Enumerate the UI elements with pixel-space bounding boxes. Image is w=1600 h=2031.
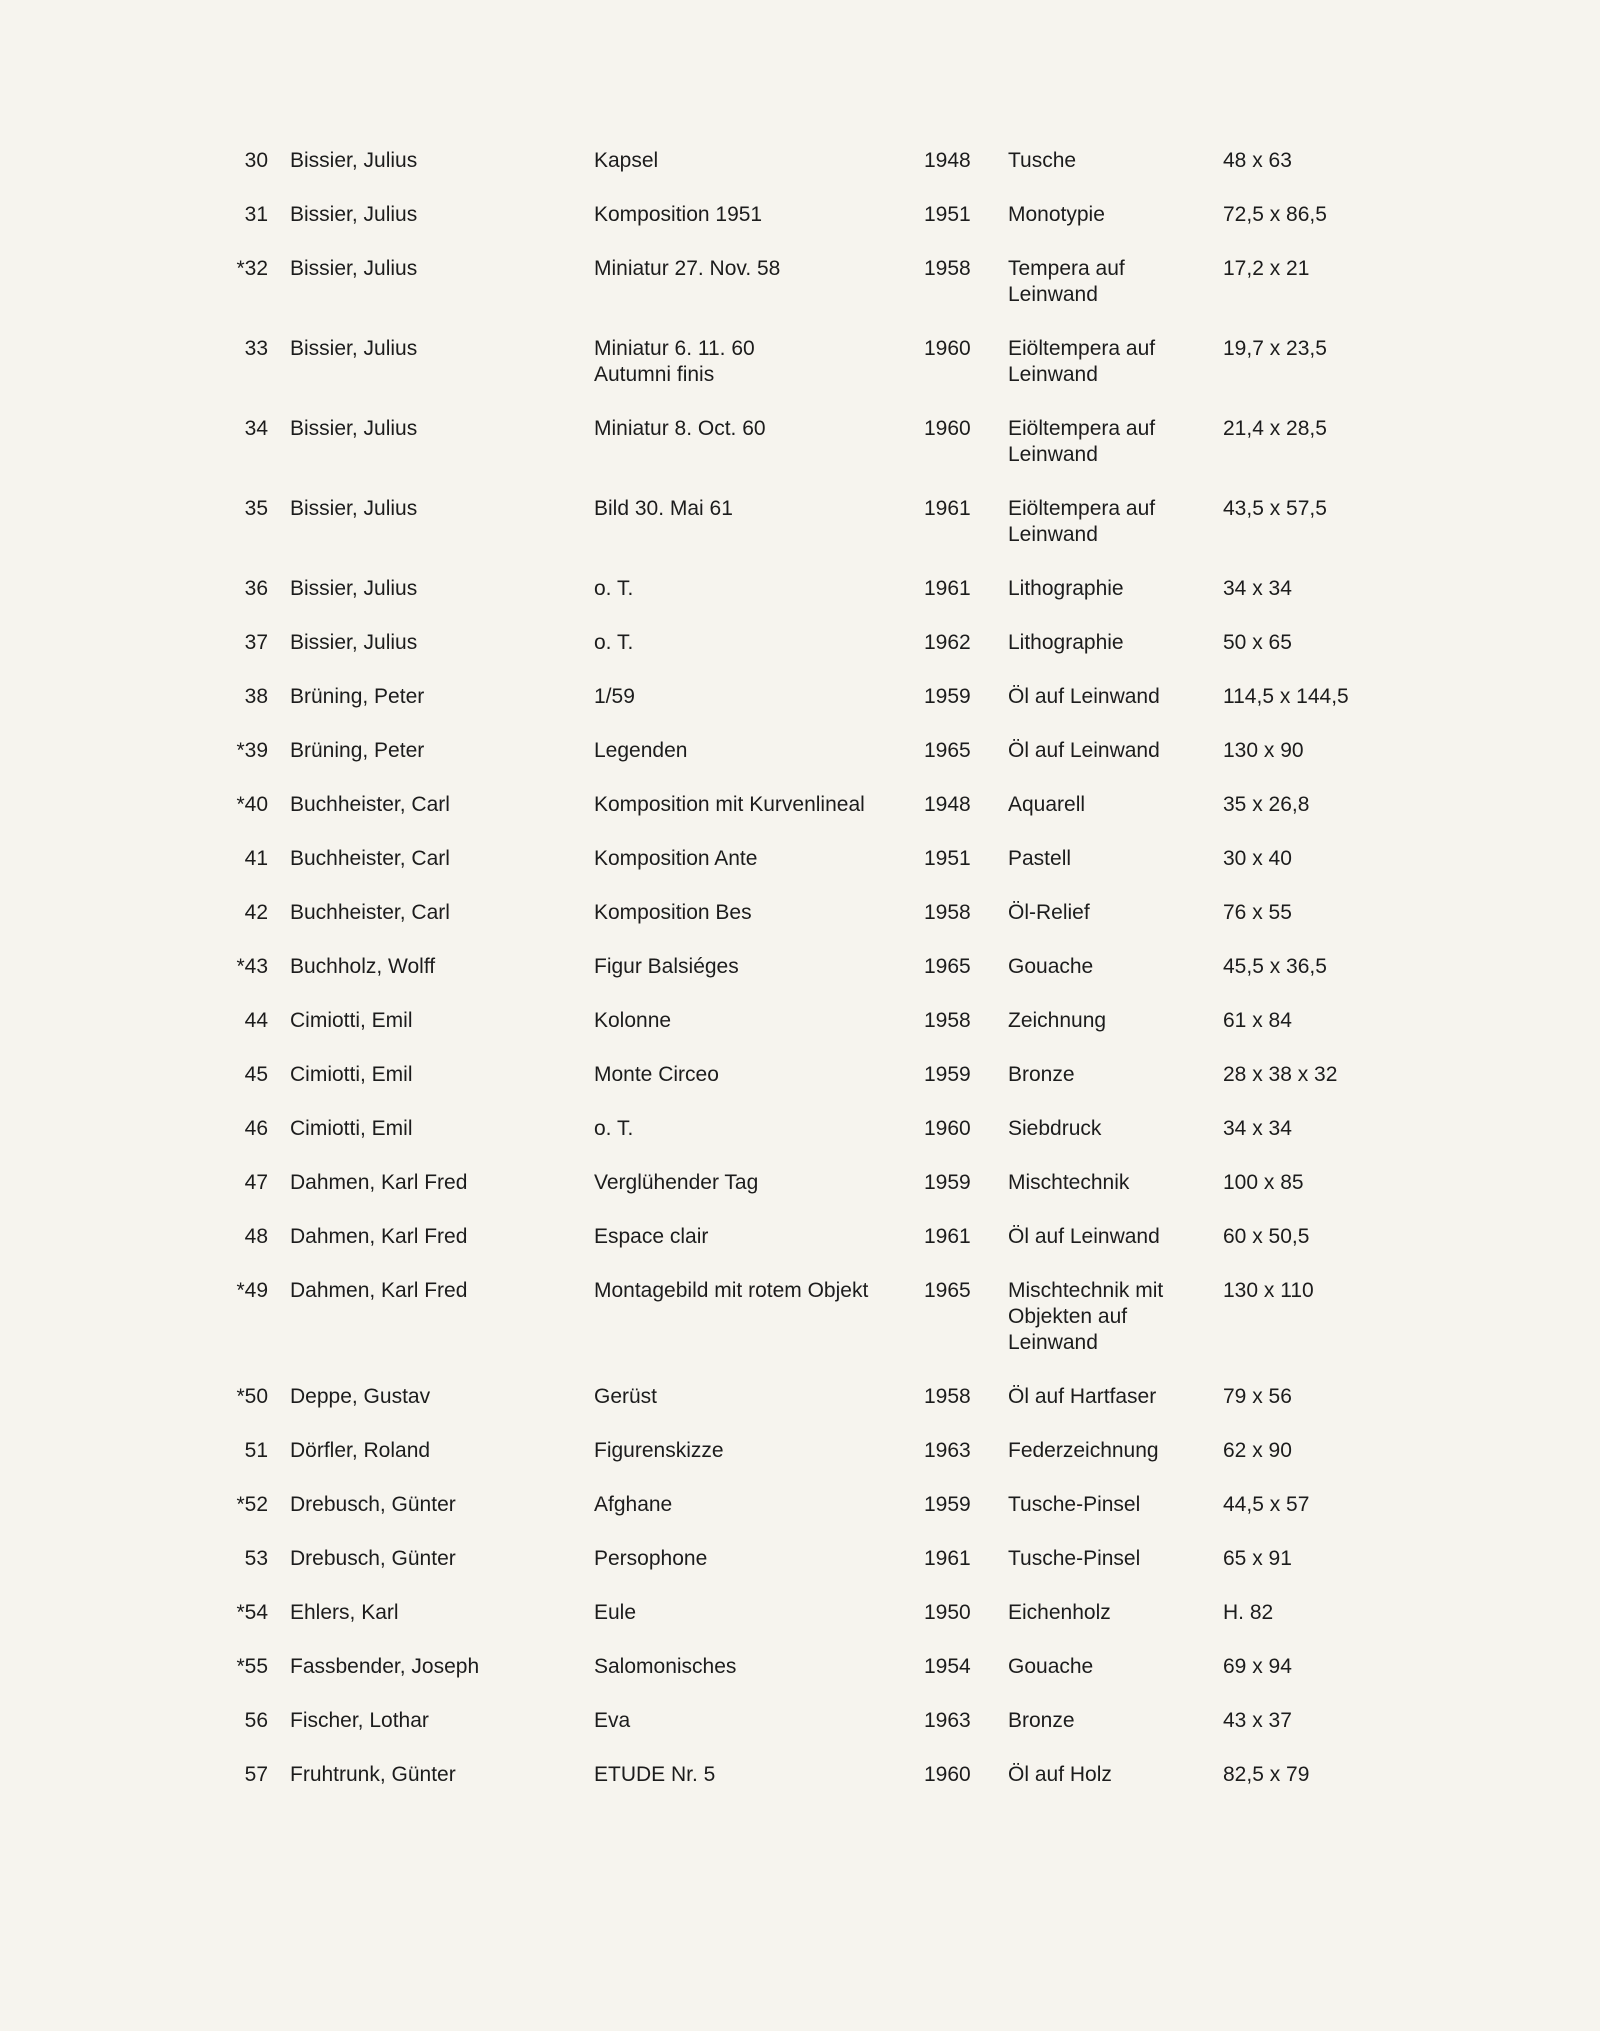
work-year: 1963 <box>924 1439 971 1462</box>
work-medium: Tusche-Pinsel <box>1008 1547 1141 1570</box>
work-medium: Zeichnung <box>1008 1009 1107 1032</box>
artist-name: Drebusch, Günter <box>290 1547 456 1570</box>
artist-name: Buchheister, Carl <box>290 793 450 816</box>
work-year: 1965 <box>924 955 971 978</box>
work-medium: Öl auf Leinwand <box>1008 1225 1160 1248</box>
catalog-entry <box>0 202 1600 256</box>
work-medium: Lithographie <box>1008 577 1124 600</box>
work-medium: Gouache <box>1008 1655 1094 1678</box>
entry-number: *55 <box>236 1655 268 1678</box>
entry-number: 42 <box>244 901 268 924</box>
artist-name: Bissier, Julius <box>290 417 418 440</box>
work-title: Eule <box>594 1601 637 1624</box>
work-title: Komposition Ante <box>594 847 758 870</box>
entry-number: 48 <box>244 1225 268 1248</box>
work-medium: Tempera auf Leinwand <box>1008 257 1125 306</box>
work-medium: Siebdruck <box>1008 1117 1102 1140</box>
work-size: 61 x 84 <box>1223 1009 1292 1032</box>
entry-number: 30 <box>244 149 268 172</box>
entry-number: 45 <box>244 1063 268 1086</box>
work-medium: Gouache <box>1008 955 1094 978</box>
work-year: 1965 <box>924 739 971 762</box>
entry-number: *43 <box>236 955 268 978</box>
catalog-entry <box>0 256 1600 336</box>
work-year: 1958 <box>924 901 971 924</box>
catalog-entry <box>0 1438 1600 1492</box>
entry-number: *39 <box>236 739 268 762</box>
work-year: 1959 <box>924 685 971 708</box>
work-title: Komposition Bes <box>594 901 752 924</box>
artist-name: Bissier, Julius <box>290 337 418 360</box>
work-size: 65 x 91 <box>1223 1547 1292 1570</box>
work-year: 1948 <box>924 793 971 816</box>
work-year: 1950 <box>924 1601 971 1624</box>
work-title: Bild 30. Mai 61 <box>594 497 733 520</box>
entry-number: 44 <box>244 1009 268 1032</box>
work-size: 28 x 38 x 32 <box>1223 1063 1338 1086</box>
work-medium: Pastell <box>1008 847 1072 870</box>
work-year: 1965 <box>924 1279 971 1302</box>
entry-number: 35 <box>244 497 268 520</box>
work-title: Kapsel <box>594 149 659 172</box>
work-medium: Bronze <box>1008 1709 1075 1732</box>
work-size: 43 x 37 <box>1223 1709 1292 1732</box>
artist-name: Cimiotti, Emil <box>290 1009 413 1032</box>
work-year: 1961 <box>924 1547 971 1570</box>
entry-number: 46 <box>244 1117 268 1140</box>
artist-name: Buchholz, Wolff <box>290 955 436 978</box>
artist-name: Bissier, Julius <box>290 631 418 654</box>
catalog-entry <box>0 1008 1600 1062</box>
work-year: 1954 <box>924 1655 971 1678</box>
artist-name: Fassbender, Joseph <box>290 1655 480 1678</box>
catalog-entry <box>0 900 1600 954</box>
work-title: o. T. <box>594 577 634 600</box>
catalog-list <box>0 148 1600 1816</box>
artist-name: Cimiotti, Emil <box>290 1117 413 1140</box>
work-medium: Monotypie <box>1008 203 1105 226</box>
work-year: 1958 <box>924 257 971 280</box>
artist-name: Bissier, Julius <box>290 203 418 226</box>
entry-number: 53 <box>244 1547 268 1570</box>
catalog-entry <box>0 630 1600 684</box>
work-medium: Eichenholz <box>1008 1601 1111 1624</box>
entry-number: *32 <box>236 257 268 280</box>
work-size: 43,5 x 57,5 <box>1223 497 1327 520</box>
work-size: 44,5 x 57 <box>1223 1493 1310 1516</box>
artist-name: Bissier, Julius <box>290 497 418 520</box>
work-medium: Tusche-Pinsel <box>1008 1493 1141 1516</box>
work-size: 130 x 90 <box>1223 739 1304 762</box>
work-title: o. T. <box>594 631 634 654</box>
work-size: 79 x 56 <box>1223 1385 1292 1408</box>
artist-name: Bissier, Julius <box>290 257 418 280</box>
work-title: Legenden <box>594 739 688 762</box>
work-title: Eva <box>594 1709 631 1732</box>
work-year: 1951 <box>924 203 971 226</box>
work-size: 48 x 63 <box>1223 149 1292 172</box>
work-title: Figurenskizze <box>594 1439 724 1462</box>
artist-name: Buchheister, Carl <box>290 847 450 870</box>
artist-name: Brüning, Peter <box>290 685 425 708</box>
entry-number: 37 <box>244 631 268 654</box>
catalog-entry <box>0 792 1600 846</box>
work-size: 114,5 x 144,5 <box>1223 685 1349 708</box>
catalog-entry <box>0 1654 1600 1708</box>
entry-number: 47 <box>244 1171 268 1194</box>
work-title: Persophone <box>594 1547 708 1570</box>
artist-name: Dahmen, Karl Fred <box>290 1279 468 1302</box>
work-size: 76 x 55 <box>1223 901 1292 924</box>
work-title: Salomonisches <box>594 1655 737 1678</box>
work-title: Afghane <box>594 1493 673 1516</box>
artist-name: Buchheister, Carl <box>290 901 450 924</box>
entry-number: 57 <box>244 1763 268 1786</box>
work-year: 1963 <box>924 1709 971 1732</box>
work-size: 34 x 34 <box>1223 577 1292 600</box>
work-year: 1960 <box>924 1117 971 1140</box>
work-year: 1960 <box>924 1763 971 1786</box>
catalog-entry <box>0 1762 1600 1816</box>
work-year: 1959 <box>924 1063 971 1086</box>
artist-name: Dörfler, Roland <box>290 1439 431 1462</box>
work-title: Komposition 1951 <box>594 203 763 226</box>
entry-number: 33 <box>244 337 268 360</box>
work-medium: Federzeichnung <box>1008 1439 1159 1462</box>
work-title: 1/59 <box>594 685 635 708</box>
work-year: 1960 <box>924 337 971 360</box>
work-size: 62 x 90 <box>1223 1439 1292 1462</box>
catalog-entry <box>0 496 1600 576</box>
catalog-entry <box>0 576 1600 630</box>
entry-number: *54 <box>236 1601 268 1624</box>
artist-name: Bissier, Julius <box>290 149 418 172</box>
work-title: Verglühender Tag <box>594 1171 759 1194</box>
work-title: Gerüst <box>594 1385 658 1408</box>
catalog-entry <box>0 416 1600 496</box>
entry-number: *40 <box>236 793 268 816</box>
artist-name: Dahmen, Karl Fred <box>290 1171 468 1194</box>
catalog-entry <box>0 1062 1600 1116</box>
catalog-entry <box>0 1384 1600 1438</box>
work-medium: Eiöltempera auf Leinwand <box>1008 337 1156 386</box>
work-medium: Eiöltempera auf Leinwand <box>1008 417 1156 466</box>
entry-number: 34 <box>244 417 268 440</box>
work-year: 1961 <box>924 497 971 520</box>
work-medium: Öl auf Leinwand <box>1008 739 1160 762</box>
entry-number: 51 <box>244 1439 268 1462</box>
catalog-entry <box>0 1116 1600 1170</box>
work-size: 100 x 85 <box>1223 1171 1304 1194</box>
work-year: 1959 <box>924 1493 971 1516</box>
work-size: 17,2 x 21 <box>1223 257 1310 280</box>
work-size: 21,4 x 28,5 <box>1223 417 1327 440</box>
catalog-entry <box>0 1170 1600 1224</box>
work-title: ETUDE Nr. 5 <box>594 1763 716 1786</box>
catalog-entry <box>0 1224 1600 1278</box>
work-size: 19,7 x 23,5 <box>1223 337 1327 360</box>
work-size: 82,5 x 79 <box>1223 1763 1310 1786</box>
work-medium: Mischtechnik <box>1008 1171 1130 1194</box>
work-medium: Tusche <box>1008 149 1077 172</box>
artist-name: Deppe, Gustav <box>290 1385 431 1408</box>
work-medium: Öl auf Holz <box>1008 1763 1112 1786</box>
work-size: 130 x 110 <box>1223 1279 1314 1302</box>
work-year: 1961 <box>924 1225 971 1248</box>
work-year: 1961 <box>924 577 971 600</box>
work-medium: Mischtechnik mit Objekten auf Leinwand <box>1008 1279 1164 1354</box>
work-title: Komposition mit Kurvenlineal <box>594 793 865 816</box>
catalog-entry <box>0 954 1600 1008</box>
work-medium: Öl auf Leinwand <box>1008 685 1160 708</box>
work-title: Kolonne <box>594 1009 672 1032</box>
work-title: Espace clair <box>594 1225 709 1248</box>
artist-name: Dahmen, Karl Fred <box>290 1225 468 1248</box>
artist-name: Cimiotti, Emil <box>290 1063 413 1086</box>
work-medium: Öl-Relief <box>1008 901 1090 924</box>
work-medium: Aquarell <box>1008 793 1086 816</box>
catalog-entry <box>0 738 1600 792</box>
work-year: 1958 <box>924 1009 971 1032</box>
work-title: Monte Circeo <box>594 1063 719 1086</box>
work-size: 60 x 50,5 <box>1223 1225 1310 1248</box>
work-year: 1951 <box>924 847 971 870</box>
artist-name: Ehlers, Karl <box>290 1601 399 1624</box>
work-size: 50 x 65 <box>1223 631 1292 654</box>
work-medium: Lithographie <box>1008 631 1124 654</box>
catalog-entry <box>0 148 1600 202</box>
artist-name: Drebusch, Günter <box>290 1493 456 1516</box>
work-title: Miniatur 6. 11. 60 Autumni finis <box>594 337 755 386</box>
work-size: 35 x 26,8 <box>1223 793 1310 816</box>
entry-number: 31 <box>244 203 268 226</box>
work-year: 1960 <box>924 417 971 440</box>
work-title: Montagebild mit rotem Objekt <box>594 1279 869 1302</box>
artist-name: Bissier, Julius <box>290 577 418 600</box>
work-size: 30 x 40 <box>1223 847 1292 870</box>
artist-name: Fischer, Lothar <box>290 1709 429 1732</box>
work-size: 72,5 x 86,5 <box>1223 203 1327 226</box>
work-year: 1959 <box>924 1171 971 1194</box>
work-title: Miniatur 27. Nov. 58 <box>594 257 781 280</box>
entry-number: 38 <box>244 685 268 708</box>
artist-name: Fruhtrunk, Günter <box>290 1763 456 1786</box>
work-year: 1948 <box>924 149 971 172</box>
work-medium: Eiöltempera auf Leinwand <box>1008 497 1156 546</box>
work-medium: Öl auf Hartfaser <box>1008 1385 1157 1408</box>
entry-number: 36 <box>244 577 268 600</box>
catalog-entry <box>0 1546 1600 1600</box>
entry-number: *49 <box>236 1279 268 1302</box>
work-size: 45,5 x 36,5 <box>1223 955 1327 978</box>
work-size: H. 82 <box>1223 1601 1274 1624</box>
catalog-entry <box>0 846 1600 900</box>
work-size: 34 x 34 <box>1223 1117 1292 1140</box>
work-title: Miniatur 8. Oct. 60 <box>594 417 766 440</box>
work-size: 69 x 94 <box>1223 1655 1292 1678</box>
catalog-entry <box>0 1600 1600 1654</box>
entry-number: 41 <box>244 847 268 870</box>
work-year: 1962 <box>924 631 971 654</box>
entry-number: *50 <box>236 1385 268 1408</box>
catalog-entry <box>0 336 1600 416</box>
work-medium: Bronze <box>1008 1063 1075 1086</box>
catalog-entry <box>0 1492 1600 1546</box>
artist-name: Brüning, Peter <box>290 739 425 762</box>
entry-number: *52 <box>236 1493 268 1516</box>
entry-number: 56 <box>244 1709 268 1732</box>
catalog-entry <box>0 1708 1600 1762</box>
catalog-entry <box>0 684 1600 738</box>
work-title: Figur Balsiéges <box>594 955 739 978</box>
work-title: o. T. <box>594 1117 634 1140</box>
work-year: 1958 <box>924 1385 971 1408</box>
catalog-entry <box>0 1278 1600 1384</box>
